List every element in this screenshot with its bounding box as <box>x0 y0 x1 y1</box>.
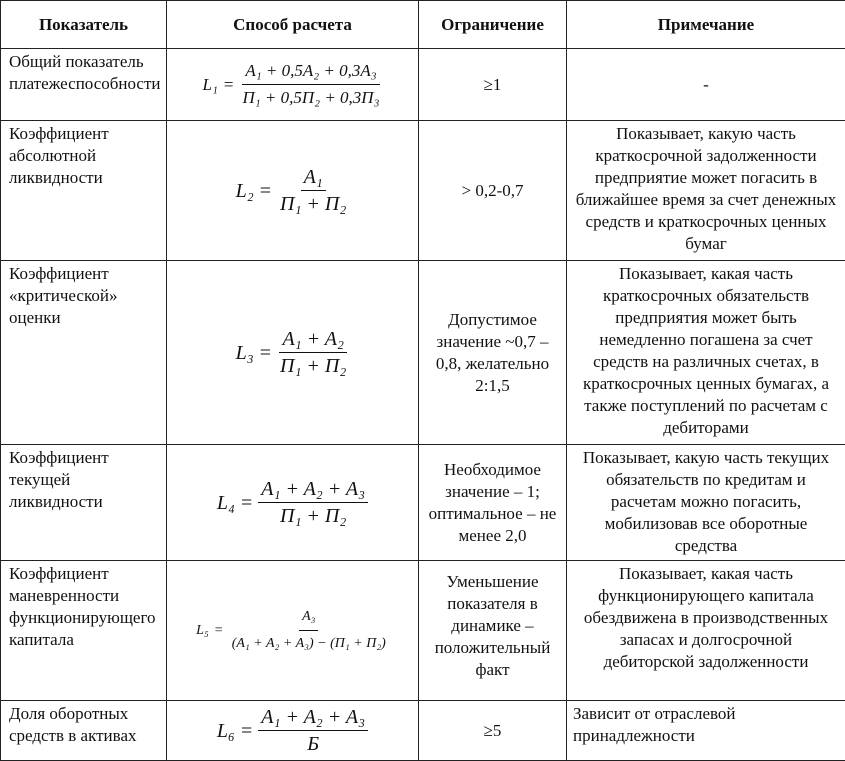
limit-cell: ≥5 <box>419 701 567 761</box>
formula-denominator: П₁ + П₂ <box>277 191 349 215</box>
formula-cell <box>167 121 419 261</box>
formula-lhs: L₁ <box>203 74 218 96</box>
note-cell: Показывает, какую часть краткосрочной задолженности предприятие может погасить в ближайшее время за счет денежных средств и краткосрочных ценных бумаг <box>567 121 845 261</box>
formula-lhs: L₂ <box>236 180 254 202</box>
limit-cell: Уменьшение показателя в динамике – положительный факт <box>419 561 567 701</box>
header-indicator: Показатель <box>1 1 167 49</box>
formula-numerator: A₁ + A₂ + A₃ <box>258 478 368 503</box>
indicator-cell: Общий показатель платежеспособности <box>1 49 167 121</box>
note-cell: Зависит от отраслевой принадлежности <box>567 701 845 761</box>
formula-cell <box>167 561 419 701</box>
formula-denominator: П₁ + П₂ <box>277 503 349 527</box>
formula: L₆ = $\frac{\text{A₁ + A₂ + A₃}}{Б}$ <box>217 706 368 755</box>
note-cell: Показывает, какая часть функционирующего капитала обездвижена в производственных запасах и долгосрочной дебиторской задолженности <box>567 561 845 701</box>
indicator-cell: Коэффициент «критической» оценки <box>1 261 167 445</box>
formula-numerator: A₃ <box>299 606 318 631</box>
limit-cell: ≥1 <box>419 49 567 121</box>
indicator-cell: Доля оборотных средств в активах <box>1 701 167 761</box>
limit-cell: Необходимое значение – 1; оптимальное – не менее 2,0 <box>419 445 567 561</box>
formula: L₄ = $\frac{\text{A₁ + A₂ + A₃}}{\text{П₁ + П₂}}$ <box>217 478 368 527</box>
formula-lhs: L₃ <box>236 342 254 364</box>
formula-denominator: (A₁ + A₂ + A₃) − (П₁ + П₂) <box>229 631 389 655</box>
formula-cell <box>167 261 419 445</box>
note-cell: - <box>567 49 845 121</box>
formula-cell <box>167 701 419 761</box>
formula: L₂ = $\frac{\text{A₁}}{\text{П₁ + П₂}}$ <box>236 166 350 215</box>
indicator-cell: Коэффициент абсолютной ликвидности <box>1 121 167 261</box>
limit-cell: > 0,2-0,7 <box>419 121 567 261</box>
table-row <box>1 121 845 261</box>
table-row <box>1 261 845 445</box>
formula: L₁ = $\frac{\text{A₁ + 0,5A₂ + 0,3A₃}}{\text{П₁ + 0,5П₂ + 0,3П₃}}$ <box>203 60 383 109</box>
formula-numerator: A₁ + A₂ <box>279 328 346 353</box>
formula-cell <box>167 49 419 121</box>
formula-numerator: A₁ + 0,5A₂ + 0,3A₃ <box>242 60 379 85</box>
formula-lhs: L₄ <box>217 492 235 514</box>
note-cell: Показывает, какая часть краткосрочных обязательств предприятия может быть немедленно погашена за счет средств на различных счетах, в краткосрочных ценных бумагах, а также поступлений по расчетам с дебиторами <box>567 261 845 445</box>
formula-denominator: П₁ + П₂ <box>277 353 349 377</box>
header-method: Способ расчета <box>167 1 419 49</box>
formula: L₃ = $\frac{\text{A₁ + A₂}}{\text{П₁ + П₂}}$ <box>236 328 350 377</box>
formula-cell <box>167 445 419 561</box>
table-row <box>1 701 845 761</box>
formula-lhs: L₆ <box>217 720 235 742</box>
formula-numerator: A₁ <box>301 166 326 191</box>
note-cell: Показывает, какую часть текущих обязательств по кредитам и расчетам можно погасить, мобилизовав все оборотные средства <box>567 445 845 561</box>
header-limit: Ограничение <box>419 1 567 49</box>
table-row <box>1 561 845 701</box>
table-row <box>1 49 845 121</box>
formula-denominator: Б <box>304 731 322 755</box>
formula: L₅ = $\frac{\text{A₃}}{\text{(A₁ + A₂ + A₃) − (П₁ + П₂)}}$ <box>196 606 389 655</box>
table-row <box>1 445 845 561</box>
formula-lhs: L₅ <box>196 620 209 642</box>
header-note: Примечание <box>567 1 845 49</box>
indicator-cell: Коэффициент текущей ликвидности <box>1 445 167 561</box>
formula-numerator: A₁ + A₂ + A₃ <box>258 706 368 731</box>
formula-denominator: П₁ + 0,5П₂ + 0,3П₃ <box>239 85 382 109</box>
indicator-cell: Коэффициент маневренности функционирующего капитала <box>1 561 167 701</box>
limit-cell: Допустимое значение ~0,7 – 0,8, желательно 2:1,5 <box>419 261 567 445</box>
header-row <box>1 1 845 49</box>
